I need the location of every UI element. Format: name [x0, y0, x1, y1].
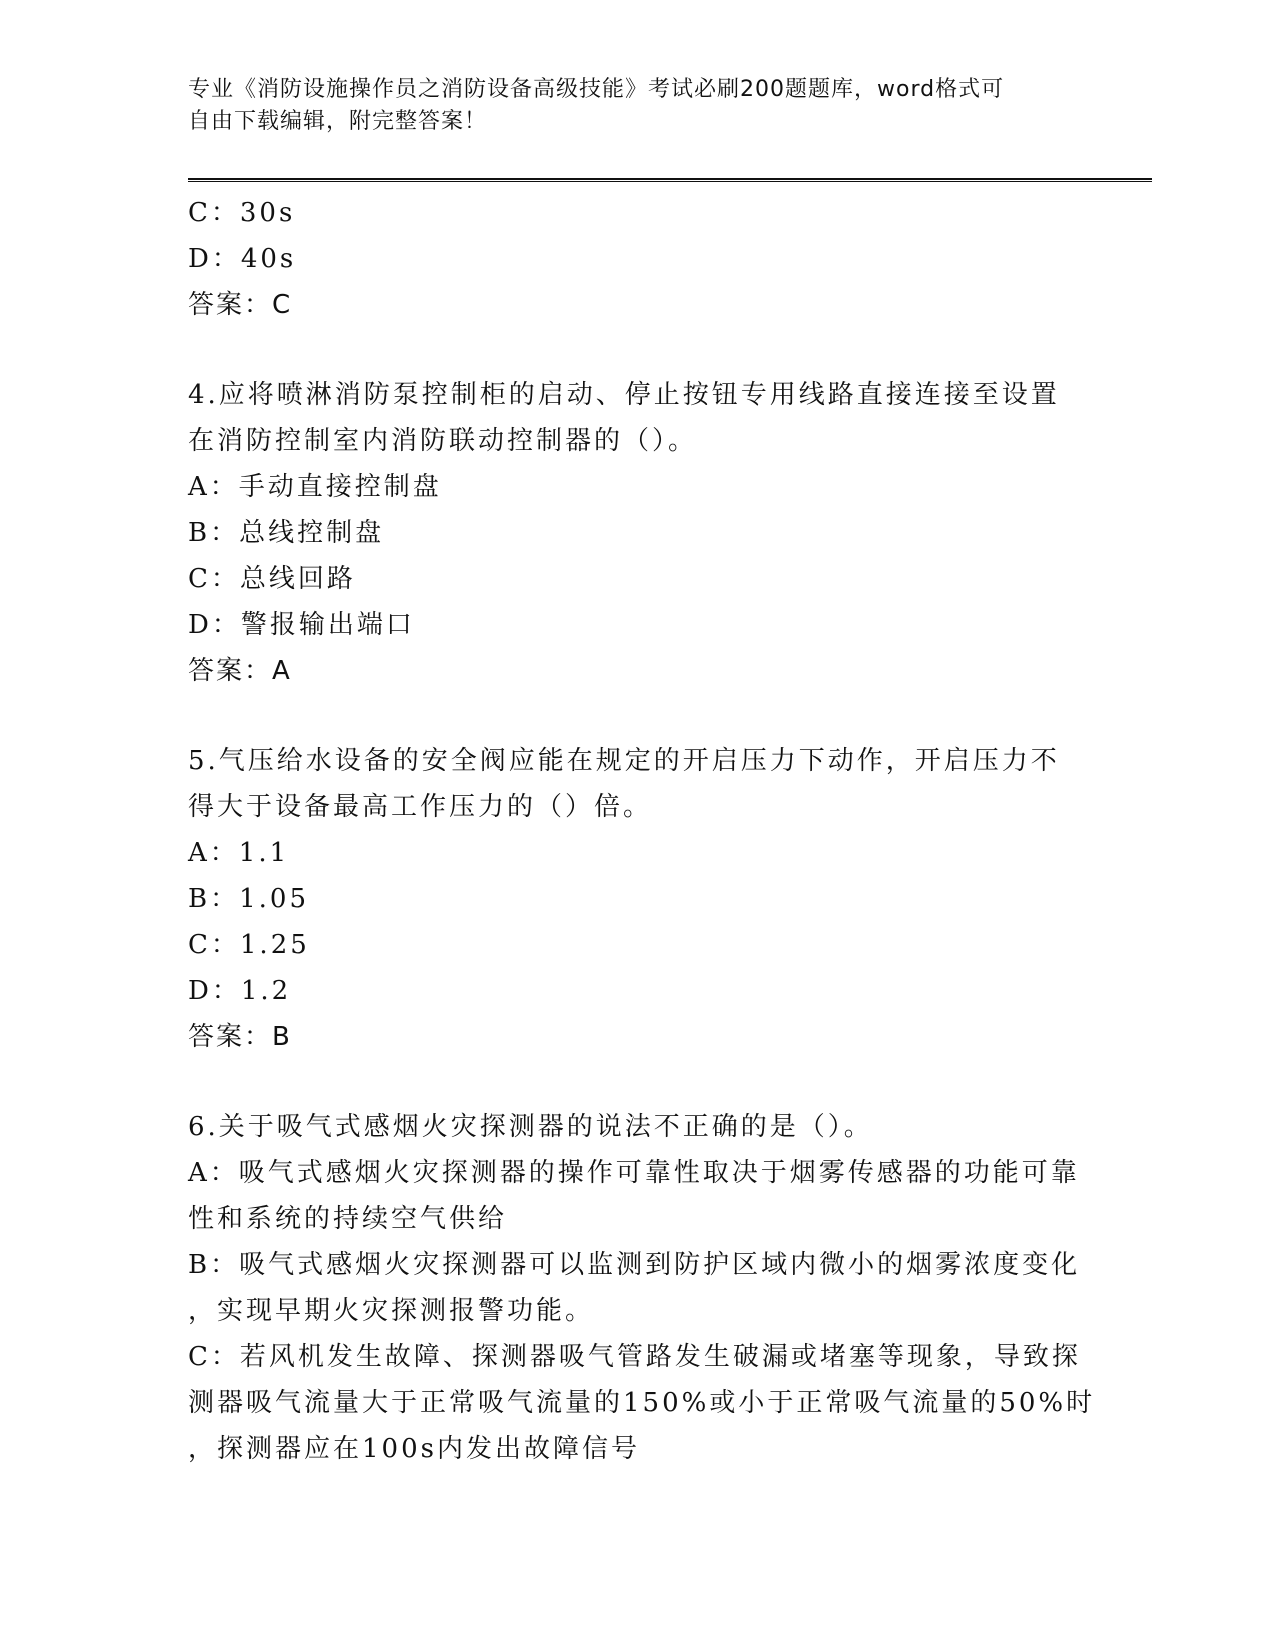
- option-c: C：总线回路: [188, 564, 356, 594]
- option-d: D：警报输出端口: [188, 610, 415, 640]
- question-6: [188, 1104, 1096, 1472]
- header-title-line-1: 专业《消防设施操作员之消防设备高级技能》考试必刷200题题库，word格式可: [188, 77, 1005, 102]
- option-c-line-3: ，探测器应在100s内发出故障信号: [188, 1434, 640, 1464]
- answer-line: 答案：A: [188, 656, 292, 686]
- question-stem-line: 4.应将喷淋消防泵控制柜的启动、停止按钮专用线路直接连接至设置: [188, 380, 1060, 410]
- option-a: A：手动直接控制盘: [188, 472, 442, 502]
- header-divider: [188, 178, 1152, 182]
- option-a: A：1.1: [188, 838, 290, 868]
- option-c-line-2: 测器吸气流量大于正常吸气流量的150%或小于正常吸气流量的50%时: [188, 1388, 1096, 1418]
- question-stem-line: 得大于设备最高工作压力的（）倍。: [188, 792, 653, 822]
- question-4: [188, 372, 1088, 694]
- page-header: [188, 74, 1068, 138]
- answer-line: 答案：B: [188, 1022, 292, 1052]
- option-a-line-1: A：吸气式感烟火灾探测器的操作可靠性取决于烟雾传感器的功能可靠: [188, 1158, 1080, 1188]
- option-d: D：1.2: [188, 976, 292, 1006]
- option-b: B：总线控制盘: [188, 518, 385, 548]
- question-stem-line: 在消防控制室内消防联动控制器的（）。: [188, 426, 698, 456]
- option-b: B：1.05: [188, 884, 309, 914]
- option-b-line-1: B：吸气式感烟火灾探测器可以监测到防护区域内微小的烟雾浓度变化: [188, 1250, 1081, 1280]
- question-5: [188, 738, 1088, 1060]
- option-c-line-1: C：若风机发生故障、探测器吸气管路发生破漏或堵塞等现象，导致探: [188, 1342, 1081, 1372]
- option-b-line-2: ，实现早期火灾探测报警功能。: [188, 1296, 595, 1326]
- option-c: C：1.25: [188, 930, 310, 960]
- question-3-tail: [188, 190, 1088, 328]
- answer-line: 答案：C: [188, 290, 293, 320]
- option-d: D：40s: [188, 244, 297, 274]
- header-title-line-2: 自由下载编辑，附完整答案！: [188, 109, 488, 134]
- option-c: C：30s: [188, 198, 296, 228]
- question-stem-line: 5.气压给水设备的安全阀应能在规定的开启压力下动作，开启压力不: [188, 746, 1060, 776]
- option-a-line-2: 性和系统的持续空气供给: [188, 1204, 508, 1234]
- question-list: [188, 190, 1096, 1472]
- question-stem-line: 6.关于吸气式感烟火灾探测器的说法不正确的是（）。: [188, 1112, 873, 1142]
